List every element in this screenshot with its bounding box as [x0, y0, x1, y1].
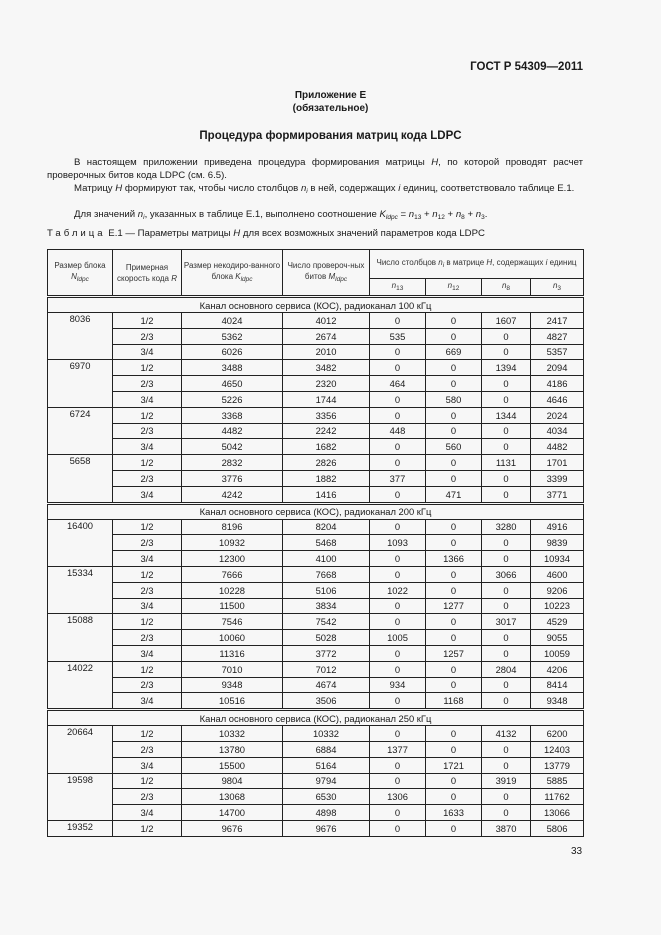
section-row [48, 297, 584, 313]
table-row [48, 789, 584, 805]
table-cell: 13066 [531, 805, 584, 821]
table-cell: 0 [370, 551, 426, 567]
table-cell: 4186 [531, 376, 584, 392]
table-cell: 2/3 [113, 535, 182, 551]
table-cell: 9794 [283, 773, 370, 789]
table-cell: 0 [426, 789, 482, 805]
table-cell: 10516 [182, 693, 283, 710]
table-row [48, 820, 584, 836]
table-cell: 9348 [182, 677, 283, 693]
standard-designation: ГОСТ Р 54309—2011 [470, 61, 583, 73]
table-cell: 0 [482, 693, 531, 710]
table-cell: 3399 [531, 470, 584, 486]
table-cell: 9055 [531, 630, 584, 646]
table-row [48, 661, 584, 677]
table-cell: 0 [426, 741, 482, 757]
table-cell: 4024 [182, 313, 283, 329]
header-column-counts: Число столбцов $n_i$ в матрице H, содержащих i единиц [370, 250, 584, 279]
block-size-cell: 6970 [48, 360, 113, 407]
table-cell: 5357 [531, 344, 584, 360]
table-cell: 0 [426, 677, 482, 693]
table-cell: 7012 [283, 661, 370, 677]
table-cell: 1721 [426, 757, 482, 773]
table-cell: 4206 [531, 661, 584, 677]
block-size-cell: 5658 [48, 455, 113, 503]
table-row [48, 519, 584, 535]
table-cell: 1882 [283, 470, 370, 486]
section-title: Канал основного сервиса (КОС), радиоканал 100 кГц [48, 297, 584, 313]
table-cell: 7668 [283, 566, 370, 582]
appendix-title: Приложение Е [294, 90, 367, 101]
table-cell: 6026 [182, 344, 283, 360]
table-cell: 0 [482, 645, 531, 661]
table-cell: 0 [426, 519, 482, 535]
table-cell: 0 [482, 757, 531, 773]
table-cell: 0 [482, 805, 531, 821]
table-cell: 4646 [531, 391, 584, 407]
header-n3: $n_3$ [531, 279, 584, 297]
table-cell: 560 [426, 439, 482, 455]
table-row [48, 741, 584, 757]
table-cell: 6200 [531, 726, 584, 742]
table-row [48, 645, 584, 661]
table-cell: 1/2 [113, 360, 182, 376]
table-cell: 0 [482, 328, 531, 344]
table-cell: 6884 [283, 741, 370, 757]
table-cell: 0 [482, 344, 531, 360]
table-cell: 1168 [426, 693, 482, 710]
table-cell: 12300 [182, 551, 283, 567]
table-cell: 10332 [283, 726, 370, 742]
table-cell: 0 [482, 376, 531, 392]
table-cell: 0 [482, 535, 531, 551]
table-cell: 0 [482, 677, 531, 693]
table-cell: 0 [370, 391, 426, 407]
table-cell: 4650 [182, 376, 283, 392]
table-cell: 4674 [283, 677, 370, 693]
table-cell: 4034 [531, 423, 584, 439]
table-row [48, 391, 584, 407]
section-row [48, 503, 584, 519]
table-cell: 3776 [182, 470, 283, 486]
table-row [48, 470, 584, 486]
table-cell: 464 [370, 376, 426, 392]
table-cell: 3/4 [113, 486, 182, 503]
table-cell: 7546 [182, 614, 283, 630]
header-uncoded-block-size: Размер некодиро-ванного блока $K_{ldpc}$ [182, 250, 283, 297]
table-cell: 0 [482, 439, 531, 455]
table-cell: 3772 [283, 645, 370, 661]
table-cell: 0 [426, 328, 482, 344]
table-cell: 0 [370, 519, 426, 535]
table-cell: 5885 [531, 773, 584, 789]
table-cell: 3488 [182, 360, 283, 376]
table-cell: 0 [482, 551, 531, 567]
table-cell: 1/2 [113, 455, 182, 471]
table-cell: 5042 [182, 439, 283, 455]
table-cell: 1744 [283, 391, 370, 407]
table-cell: 10934 [531, 551, 584, 567]
table-cell: 3506 [283, 693, 370, 710]
table-cell: 0 [370, 773, 426, 789]
table-cell: 2/3 [113, 677, 182, 693]
table-cell: 2024 [531, 407, 584, 423]
table-row [48, 773, 584, 789]
table-cell: 4242 [182, 486, 283, 503]
table-cell: 9676 [182, 820, 283, 836]
table-cell: 4898 [283, 805, 370, 821]
table-cell: 7542 [283, 614, 370, 630]
table-cell: 0 [426, 614, 482, 630]
table-cell: 0 [370, 344, 426, 360]
table-cell: 0 [370, 757, 426, 773]
table-cell: 1/2 [113, 726, 182, 742]
table-row [48, 598, 584, 614]
table-cell: 1/2 [113, 566, 182, 582]
table-cell: 3870 [482, 820, 531, 836]
table-cell: 1394 [482, 360, 531, 376]
table-row [48, 551, 584, 567]
table-cell: 0 [370, 820, 426, 836]
table-cell: 9676 [283, 820, 370, 836]
table-cell: 6530 [283, 789, 370, 805]
table-cell: 3771 [531, 486, 584, 503]
paragraph-2: Матрицу H формируют так, чтобы число столбцов $n_i$ в ней, содержащих i единиц, соответствовало таблице Е.1. [74, 183, 575, 195]
table-cell: 2094 [531, 360, 584, 376]
appendix-heading [0, 89, 661, 115]
table-row [48, 423, 584, 439]
table-cell: 1633 [426, 805, 482, 821]
table-cell: 2/3 [113, 328, 182, 344]
block-size-cell: 19352 [48, 820, 113, 836]
table-cell: 0 [426, 773, 482, 789]
section-title: Канал основного сервиса (КОС), радиоканал 200 кГц [48, 503, 584, 519]
table-cell: 0 [426, 582, 482, 598]
header-n12: $n_{12}$ [426, 279, 482, 297]
table-cell: 11500 [182, 598, 283, 614]
table-cell: 3368 [182, 407, 283, 423]
table-cell: 1366 [426, 551, 482, 567]
table-cell: 13779 [531, 757, 584, 773]
table-cell: 0 [370, 645, 426, 661]
table-row [48, 376, 584, 392]
table-cell: 3/4 [113, 805, 182, 821]
table-cell: 0 [426, 423, 482, 439]
table-cell: 2242 [283, 423, 370, 439]
table-cell: 0 [426, 661, 482, 677]
table-cell: 0 [370, 455, 426, 471]
table-cell: 0 [482, 486, 531, 503]
table-cell: 448 [370, 423, 426, 439]
table-cell: 0 [426, 455, 482, 471]
table-row [48, 677, 584, 693]
table-cell: 2/3 [113, 582, 182, 598]
table-cell: 0 [370, 614, 426, 630]
table-cell: 3066 [482, 566, 531, 582]
section-row [48, 710, 584, 726]
table-cell: 1377 [370, 741, 426, 757]
table-cell: 5164 [283, 757, 370, 773]
table-cell: 3017 [482, 614, 531, 630]
appendix-status: (обязательное) [292, 103, 369, 114]
table-cell: 10332 [182, 726, 283, 742]
table-cell: 3834 [283, 598, 370, 614]
table-cell: 3/4 [113, 598, 182, 614]
block-size-cell: 14022 [48, 661, 113, 709]
table-cell: 0 [482, 470, 531, 486]
table-row [48, 566, 584, 582]
table-row [48, 486, 584, 503]
table-cell: 5106 [283, 582, 370, 598]
table-cell: 11762 [531, 789, 584, 805]
table-cell: 4482 [531, 439, 584, 455]
table-caption: Таблица Е.1 — Параметры матрицы H для всех возможных значений параметров кода LDPC [47, 228, 485, 239]
table-cell: 5806 [531, 820, 584, 836]
table-cell: 0 [426, 820, 482, 836]
table-cell: 0 [482, 630, 531, 646]
table-cell: 0 [426, 535, 482, 551]
block-size-cell: 6724 [48, 407, 113, 454]
table-cell: 11316 [182, 645, 283, 661]
table-cell: 0 [482, 598, 531, 614]
block-size-cell: 15088 [48, 614, 113, 661]
table-cell: 5468 [283, 535, 370, 551]
table-cell: 1005 [370, 630, 426, 646]
table-cell: 0 [370, 726, 426, 742]
table-row [48, 407, 584, 423]
table-cell: 2/3 [113, 423, 182, 439]
table-cell: 0 [482, 391, 531, 407]
table-cell: 0 [370, 360, 426, 376]
table-cell: 535 [370, 328, 426, 344]
table-row [48, 757, 584, 773]
table-row [48, 805, 584, 821]
table-cell: 1/2 [113, 407, 182, 423]
table-cell: 8204 [283, 519, 370, 535]
table-cell: 2826 [283, 455, 370, 471]
table-cell: 7010 [182, 661, 283, 677]
section-title: Канал основного сервиса (КОС), радиоканал 250 кГц [48, 710, 584, 726]
paragraph-3: Для значений $n_i$, указанных в таблице Е.1, выполнено соотношение $K_{ldpc} = n_{13} + n_{12} + n_8 + n_3$. [74, 209, 488, 221]
table-cell: 3280 [482, 519, 531, 535]
table-cell: 5362 [182, 328, 283, 344]
table-cell: 377 [370, 470, 426, 486]
table-cell: 4827 [531, 328, 584, 344]
table-row [48, 630, 584, 646]
table-row [48, 693, 584, 710]
table-cell: 0 [426, 630, 482, 646]
table-cell: 9348 [531, 693, 584, 710]
table-row [48, 439, 584, 455]
table-cell: 0 [482, 789, 531, 805]
table-cell: 1416 [283, 486, 370, 503]
table-cell: 0 [482, 582, 531, 598]
table-cell: 3/4 [113, 439, 182, 455]
table-cell: 0 [370, 313, 426, 329]
table-cell: 3/4 [113, 757, 182, 773]
header-block-size: Размер блока $N_{ldpc}$ [48, 250, 113, 297]
table-row [48, 614, 584, 630]
table-cell: 2/3 [113, 741, 182, 757]
table-body [48, 297, 584, 837]
table-cell: 3/4 [113, 391, 182, 407]
table-cell: 1701 [531, 455, 584, 471]
table-cell: 0 [370, 486, 426, 503]
table-cell: 2/3 [113, 789, 182, 805]
table-cell: 0 [426, 470, 482, 486]
table-cell: 3/4 [113, 645, 182, 661]
block-size-cell: 20664 [48, 726, 113, 773]
table-cell: 10060 [182, 630, 283, 646]
table-cell: 0 [370, 439, 426, 455]
table-cell: 9206 [531, 582, 584, 598]
table-cell: 5028 [283, 630, 370, 646]
header-n8: $n_8$ [482, 279, 531, 297]
table-cell: 0 [426, 726, 482, 742]
paragraph-1: В настоящем приложении приведена процедура формирования матрицы H, по которой проводят расчет проверочных битов кода LDPC (см. 6.5). [47, 157, 583, 181]
table-cell: 471 [426, 486, 482, 503]
header-parity-bits: Число провероч-ных битов $M_{ldpc}$ [283, 250, 370, 297]
table-cell: 0 [482, 423, 531, 439]
block-size-cell: 15334 [48, 566, 113, 613]
table-cell: 8414 [531, 677, 584, 693]
table-cell: 3/4 [113, 693, 182, 710]
table-cell: 2417 [531, 313, 584, 329]
table-cell: 12403 [531, 741, 584, 757]
table-cell: 2/3 [113, 470, 182, 486]
table-cell: 4600 [531, 566, 584, 582]
table-cell: 0 [370, 407, 426, 423]
table-cell: 10223 [531, 598, 584, 614]
table-cell: 13780 [182, 741, 283, 757]
table-cell: 1277 [426, 598, 482, 614]
table-cell: 0 [426, 313, 482, 329]
table-cell: 15500 [182, 757, 283, 773]
table-cell: 3/4 [113, 551, 182, 567]
table-cell: 1/2 [113, 820, 182, 836]
table-cell: 13068 [182, 789, 283, 805]
table-cell: 1682 [283, 439, 370, 455]
table-cell: 2320 [283, 376, 370, 392]
table-row [48, 455, 584, 471]
table-cell: 1/2 [113, 519, 182, 535]
table-cell: 2/3 [113, 376, 182, 392]
table-cell: 10932 [182, 535, 283, 551]
table-row [48, 344, 584, 360]
table-cell: 2832 [182, 455, 283, 471]
table-cell: 0 [370, 805, 426, 821]
table-cell: 4916 [531, 519, 584, 535]
table-cell: 10059 [531, 645, 584, 661]
table-cell: 1306 [370, 789, 426, 805]
page-title: Процедура формирования матриц кода LDPC [199, 130, 462, 142]
block-size-cell: 19598 [48, 773, 113, 820]
table-cell: 0 [426, 407, 482, 423]
table-cell: 934 [370, 677, 426, 693]
table-cell: 1093 [370, 535, 426, 551]
table-cell: 0 [426, 566, 482, 582]
table-cell: 9839 [531, 535, 584, 551]
table-cell: 4529 [531, 614, 584, 630]
block-size-cell: 16400 [48, 519, 113, 566]
table-cell: 0 [370, 598, 426, 614]
table-cell: 1257 [426, 645, 482, 661]
table-cell: 1/2 [113, 773, 182, 789]
table-cell: 3919 [482, 773, 531, 789]
table-cell: 4482 [182, 423, 283, 439]
table-cell: 669 [426, 344, 482, 360]
table-cell: 1022 [370, 582, 426, 598]
header-code-rate: Примерная скорость кода R [113, 250, 182, 297]
table-cell: 5226 [182, 391, 283, 407]
table-row [48, 313, 584, 329]
table-row [48, 360, 584, 376]
table-cell: 1/2 [113, 313, 182, 329]
table-cell: 0 [370, 693, 426, 710]
ldpc-parameters-table [47, 249, 584, 837]
header-n13: $n_{13}$ [370, 279, 426, 297]
table-cell: 2674 [283, 328, 370, 344]
table-cell: 2804 [482, 661, 531, 677]
table-row [48, 582, 584, 598]
table-cell: 1607 [482, 313, 531, 329]
table-cell: 7666 [182, 566, 283, 582]
table-cell: 4012 [283, 313, 370, 329]
table-row [48, 535, 584, 551]
table-row [48, 328, 584, 344]
table-cell: 4132 [482, 726, 531, 742]
table-cell: 1344 [482, 407, 531, 423]
table-cell: 3356 [283, 407, 370, 423]
table-cell: 3/4 [113, 344, 182, 360]
table-cell: 10228 [182, 582, 283, 598]
table-cell: 9804 [182, 773, 283, 789]
table-cell: 1/2 [113, 614, 182, 630]
table-cell: 0 [426, 360, 482, 376]
table-cell: 1/2 [113, 661, 182, 677]
table-cell: 0 [370, 661, 426, 677]
table-cell: 0 [426, 376, 482, 392]
table-cell: 1131 [482, 455, 531, 471]
table-cell: 2010 [283, 344, 370, 360]
table-cell: 2/3 [113, 630, 182, 646]
table-cell: 14700 [182, 805, 283, 821]
table-cell: 0 [482, 741, 531, 757]
block-size-cell: 8036 [48, 313, 113, 360]
table-cell: 0 [370, 566, 426, 582]
table-cell: 3482 [283, 360, 370, 376]
table-cell: 4100 [283, 551, 370, 567]
table-cell: 580 [426, 391, 482, 407]
page-number: 33 [571, 846, 583, 857]
table-row [48, 726, 584, 742]
table-cell: 8196 [182, 519, 283, 535]
